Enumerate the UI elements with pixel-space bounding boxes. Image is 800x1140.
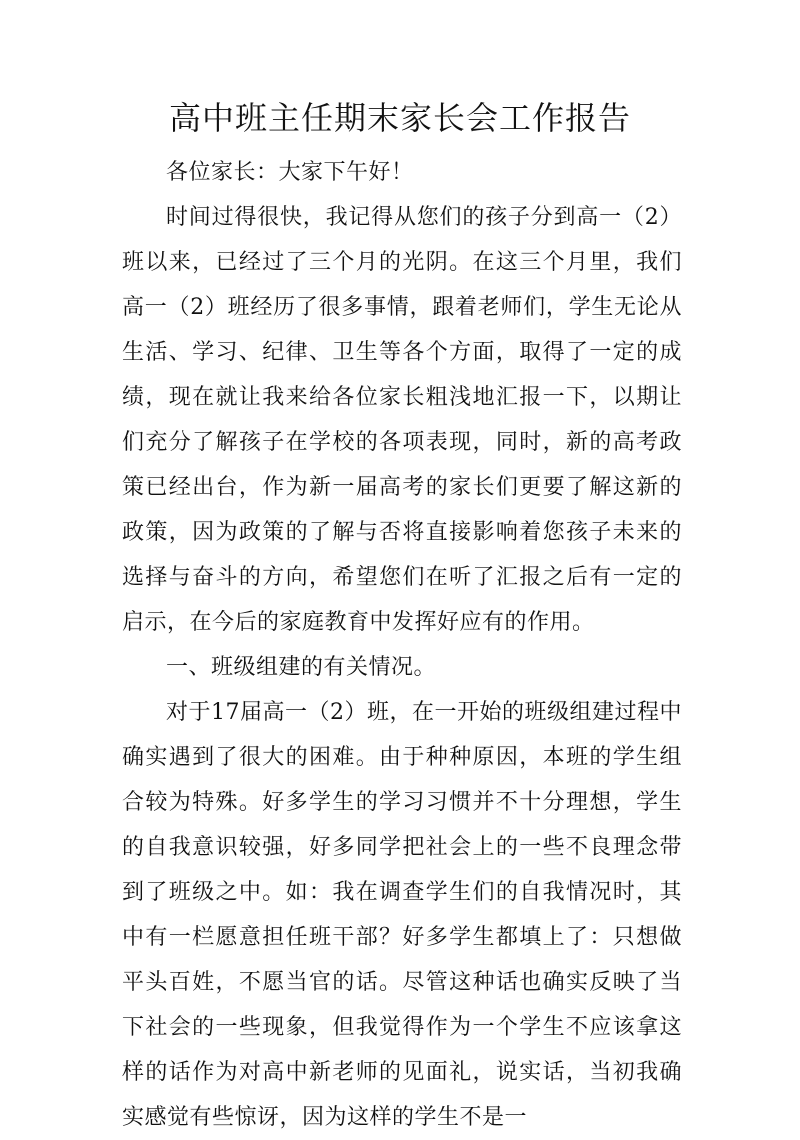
intro-paragraph: 时间过得很快，我记得从您们的孩子分到高一（2）班以来，已经过了三个月的光阴。在这三个月里，我们高一（2）班经历了很多事情，跟着老师们，学生无论从生活、学习、纪律、卫生等各个方面，取得了一定的成绩，现在就让我来给各位家长粗浅地汇报一下，以期让们充分了解孩子在学校的各项表现，同时，新的高考政策已经出台，作为新一届高考的家长们更要了解这新的政策，因为政策的了解与否将直接影响着您孩子未来的选择与奋斗的方向，希望您们在听了汇报之后有一定的启示，在今后的家庭教育中发挥好应有的作用。 [122,205,682,635]
document-title: 高中班主任期末家长会工作报告 [168,99,631,137]
class-situation-paragraph: 对于17届高一（2）班，在一开始的班级组建过程中确实遇到了很大的困难。由于种种原因，本班的学生组合较为特殊。好多学生的学习习惯并不十分理想，学生的自我意识较强，好多同学把社会上的一些不良理念带到了班级之中。如：我在调查学生们的自我情况时，其中有一栏愿意担任班干部？好多学生都填上了：只想做平头百姓，不愿当官的话。尽管这种话也确实反映了当下社会的一些现象，但我觉得作为一个学生不应该拿这样的话作为对高中新老师的见面礼，说实话，当初我确实感觉有些惊讶，因为这样的学生不是一 [122,700,682,1130]
greeting-paragraph: 各位家长：大家下午好！ [166,160,414,185]
section-heading: 一、班级组建的有关情况。 [166,655,437,680]
document-body [122,150,682,1140]
